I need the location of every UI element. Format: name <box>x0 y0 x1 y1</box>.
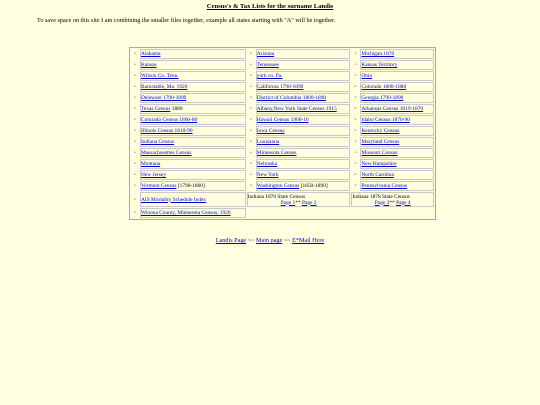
census-link[interactable]: Nebraska <box>256 161 278 167</box>
census-link[interactable]: Texas Census <box>141 106 171 112</box>
bullet-icon: ◦ <box>134 51 136 57</box>
bullet-icon: ◦ <box>354 62 357 68</box>
bullet-icon: ◦ <box>249 117 252 123</box>
census-link[interactable]: California 1790-1890 <box>256 84 304 90</box>
census-link[interactable]: District of Columbia 1800-1890 <box>256 95 327 101</box>
census-link[interactable]: North Carolina <box>361 172 394 178</box>
indiana-census-heading: Indiana 1878 State Census <box>352 193 410 200</box>
census-link[interactable]: Maryland Census <box>361 139 400 145</box>
census-link[interactable]: Arizona <box>256 51 275 57</box>
census-link[interactable]: Louisanna <box>256 139 280 145</box>
bullet-icon: ◦ <box>249 161 252 167</box>
bullet-icon: ◦ <box>134 172 136 178</box>
table-row <box>131 181 434 191</box>
census-link[interactable]: Kansas <box>141 62 157 68</box>
bullet-icon: ◦ <box>354 73 357 79</box>
bullet-icon: ◦ <box>134 73 136 79</box>
census-link[interactable]: Tennessee <box>256 62 279 68</box>
census-link[interactable]: Missouri Census <box>361 150 398 156</box>
census-cell <box>360 71 434 81</box>
table-row <box>131 148 434 158</box>
census-cell <box>140 208 246 218</box>
census-link[interactable]: Indiana Census <box>141 139 175 145</box>
census-cell <box>256 60 351 70</box>
census-cell <box>256 71 351 81</box>
bullet-icon: ◦ <box>249 128 252 134</box>
census-cell <box>140 60 246 70</box>
page-link[interactable]: Page 4 <box>396 199 411 206</box>
bullet-icon: ◦ <box>249 62 252 68</box>
census-cell <box>360 104 434 114</box>
census-cell <box>140 126 246 136</box>
census-cell <box>256 148 351 158</box>
census-cell <box>256 82 351 92</box>
bullet-icon: ◦ <box>134 150 136 156</box>
census-cell <box>360 159 434 169</box>
census-cell <box>140 82 246 92</box>
census-link[interactable]: Albany,New York State Census 1915 <box>256 106 337 112</box>
bullet-icon: ◦ <box>354 128 357 134</box>
bullet-icon: ◦ <box>249 84 252 90</box>
table-row <box>131 93 434 103</box>
page-link[interactable]: Page 2 <box>301 199 317 206</box>
page-link[interactable]: Page 3 <box>374 199 390 206</box>
census-link[interactable]: Montana <box>141 161 161 167</box>
census-cell <box>360 49 434 59</box>
footer-nav <box>0 237 540 244</box>
indiana-census-cell <box>247 192 351 207</box>
bullet-icon: ◦ <box>249 183 252 189</box>
table-row <box>131 115 434 125</box>
census-link[interactable]: Minnesota Census <box>256 150 297 156</box>
bullet-icon: ◦ <box>134 84 136 90</box>
census-cell <box>256 115 351 125</box>
bullet-icon: ◦ <box>134 62 136 68</box>
census-link[interactable]: Colorado 1800-1880 <box>361 84 407 90</box>
table-row <box>131 104 434 114</box>
census-cell <box>360 137 434 147</box>
bullet-icon: ◦ <box>134 210 136 216</box>
census-years: 1880 <box>170 106 183 112</box>
bullet-icon: ◦ <box>354 172 357 178</box>
table-row <box>131 159 434 169</box>
census-cell <box>140 93 246 103</box>
census-cell <box>360 126 434 136</box>
table-row <box>131 137 434 147</box>
table-row <box>131 60 434 70</box>
census-link[interactable]: Kentucky Census <box>361 128 400 134</box>
bullet-icon: ◦ <box>134 139 136 145</box>
census-link[interactable]: Michigan 1870 <box>361 51 395 57</box>
census-cell <box>256 93 351 103</box>
census-link[interactable]: Illinois Census 1810-90 <box>141 128 193 134</box>
bullet-icon: ◦ <box>134 117 136 123</box>
census-cell <box>256 181 351 191</box>
bullet-icon: ◦ <box>354 117 357 123</box>
census-link[interactable]: Winona County, Minnesota Census, 1920 <box>141 210 231 216</box>
census-cell <box>256 159 351 169</box>
page-title: Census's & Tax Lists for the surname Landis <box>206 3 334 10</box>
census-link[interactable]: Colorado Census 1860-80 <box>141 117 198 123</box>
table-row <box>131 208 434 218</box>
table-row <box>131 170 434 180</box>
empty-cell <box>247 208 434 218</box>
census-cell <box>140 137 246 147</box>
census-link[interactable]: Delaware 1790-1890 <box>141 95 187 101</box>
bullet-icon: ◦ <box>249 95 252 101</box>
bullet-icon: ◦ <box>354 183 357 189</box>
census-cell <box>360 170 434 180</box>
bullet-icon: ◦ <box>134 128 136 134</box>
bullet-icon: ◦ <box>134 106 136 112</box>
census-cell <box>140 181 246 191</box>
census-cell <box>140 192 246 207</box>
bullet-icon: ◦ <box>249 139 252 145</box>
census-link[interactable]: New Hampshire <box>361 161 397 167</box>
bullet-icon: ◦ <box>354 95 357 101</box>
census-link[interactable]: Iowa Census <box>256 128 285 134</box>
census-cell <box>256 137 351 147</box>
census-link[interactable]: york co. Pa. <box>256 73 283 79</box>
bullet-icon: ◦ <box>134 161 136 167</box>
census-link[interactable]: Pennsylvania Census <box>361 183 408 189</box>
page-link-separator: ** <box>295 199 302 206</box>
indiana-census-heading: Indiana 1870 State Census <box>247 193 306 200</box>
census-link[interactable]: Vermont Census <box>141 183 177 189</box>
census-cell <box>360 181 434 191</box>
census-cell <box>256 126 351 136</box>
bullet-icon: ◦ <box>354 106 357 112</box>
bullet-icon: ◦ <box>249 106 252 112</box>
bullet-icon: ◦ <box>134 95 136 101</box>
census-cell <box>140 49 246 59</box>
census-cell <box>360 93 434 103</box>
census-years: [1850-1890] <box>299 183 328 189</box>
census-link[interactable]: Ohio <box>361 73 373 79</box>
census-link[interactable]: Alabama <box>141 51 161 57</box>
census-link[interactable]: New Jersey <box>141 172 166 178</box>
footer-separator: ~~ <box>282 237 293 244</box>
census-cell <box>360 148 434 158</box>
footer-separator: ~~ <box>246 237 256 244</box>
census-link[interactable]: Massachusettes Census <box>141 150 192 156</box>
landis-page-link[interactable]: Landis Page <box>215 237 247 244</box>
census-link[interactable]: AIS Mortality Schedule Index <box>141 196 207 203</box>
intro-text: To save space on this site I am combining the smaller files together, example all states starting with "A" will be together. <box>37 17 336 24</box>
census-link[interactable]: Arkansas Census 1819-1870 <box>361 106 424 112</box>
table-row <box>131 71 434 81</box>
bullet-icon: ◦ <box>134 183 136 189</box>
census-link[interactable]: Wilson Co. Tenn. <box>141 73 179 79</box>
census-cell <box>140 159 246 169</box>
census-cell <box>256 104 351 114</box>
census-link[interactable]: Idaho Census 1870-90 <box>361 117 410 123</box>
census-cell <box>360 82 434 92</box>
census-link[interactable]: Georgia 1790-1890 <box>361 95 404 101</box>
table-row <box>131 82 434 92</box>
bullet-icon: ◦ <box>134 196 136 203</box>
census-cell <box>140 115 246 125</box>
census-links-table <box>129 47 436 220</box>
bullet-icon: ◦ <box>249 172 252 178</box>
bullet-icon: ◦ <box>354 150 357 156</box>
table-row <box>131 49 434 59</box>
census-cell <box>256 170 351 180</box>
bullet-icon: ◦ <box>354 51 357 57</box>
table-row <box>131 192 434 207</box>
email-link[interactable]: E*Mail Here <box>292 237 325 244</box>
bullet-icon: ◦ <box>354 139 357 145</box>
page-link-separator: ** <box>389 199 397 206</box>
bullet-icon: ◦ <box>354 84 357 90</box>
census-cell <box>140 148 246 158</box>
bullet-icon: ◦ <box>249 150 252 156</box>
census-cell <box>360 60 434 70</box>
page-link[interactable]: Page 1 <box>280 199 296 206</box>
census-cell <box>140 170 246 180</box>
main-page-link[interactable]: Main page <box>255 237 283 244</box>
census-links-body <box>131 49 434 218</box>
census-cell <box>140 104 246 114</box>
census-link[interactable]: New York <box>256 172 279 178</box>
indiana-page-links <box>248 200 350 206</box>
bullet-icon: ◦ <box>249 73 252 79</box>
census-cell <box>360 115 434 125</box>
census-link[interactable]: Hawaii Census 1900-10 <box>256 117 309 123</box>
census-cell <box>256 49 351 59</box>
table-row <box>131 126 434 136</box>
census-link[interactable]: Kansas Territory <box>361 62 398 68</box>
indiana-census-cell <box>351 192 434 207</box>
census-link[interactable]: Barnstable, Ma. 1920 <box>141 84 188 90</box>
bullet-icon: ◦ <box>249 51 252 57</box>
census-years: [1790-1860] <box>176 183 205 189</box>
census-cell <box>140 71 246 81</box>
bullet-icon: ◦ <box>354 161 357 167</box>
census-link[interactable]: Washington Census <box>256 183 300 189</box>
indiana-page-links <box>352 200 433 206</box>
